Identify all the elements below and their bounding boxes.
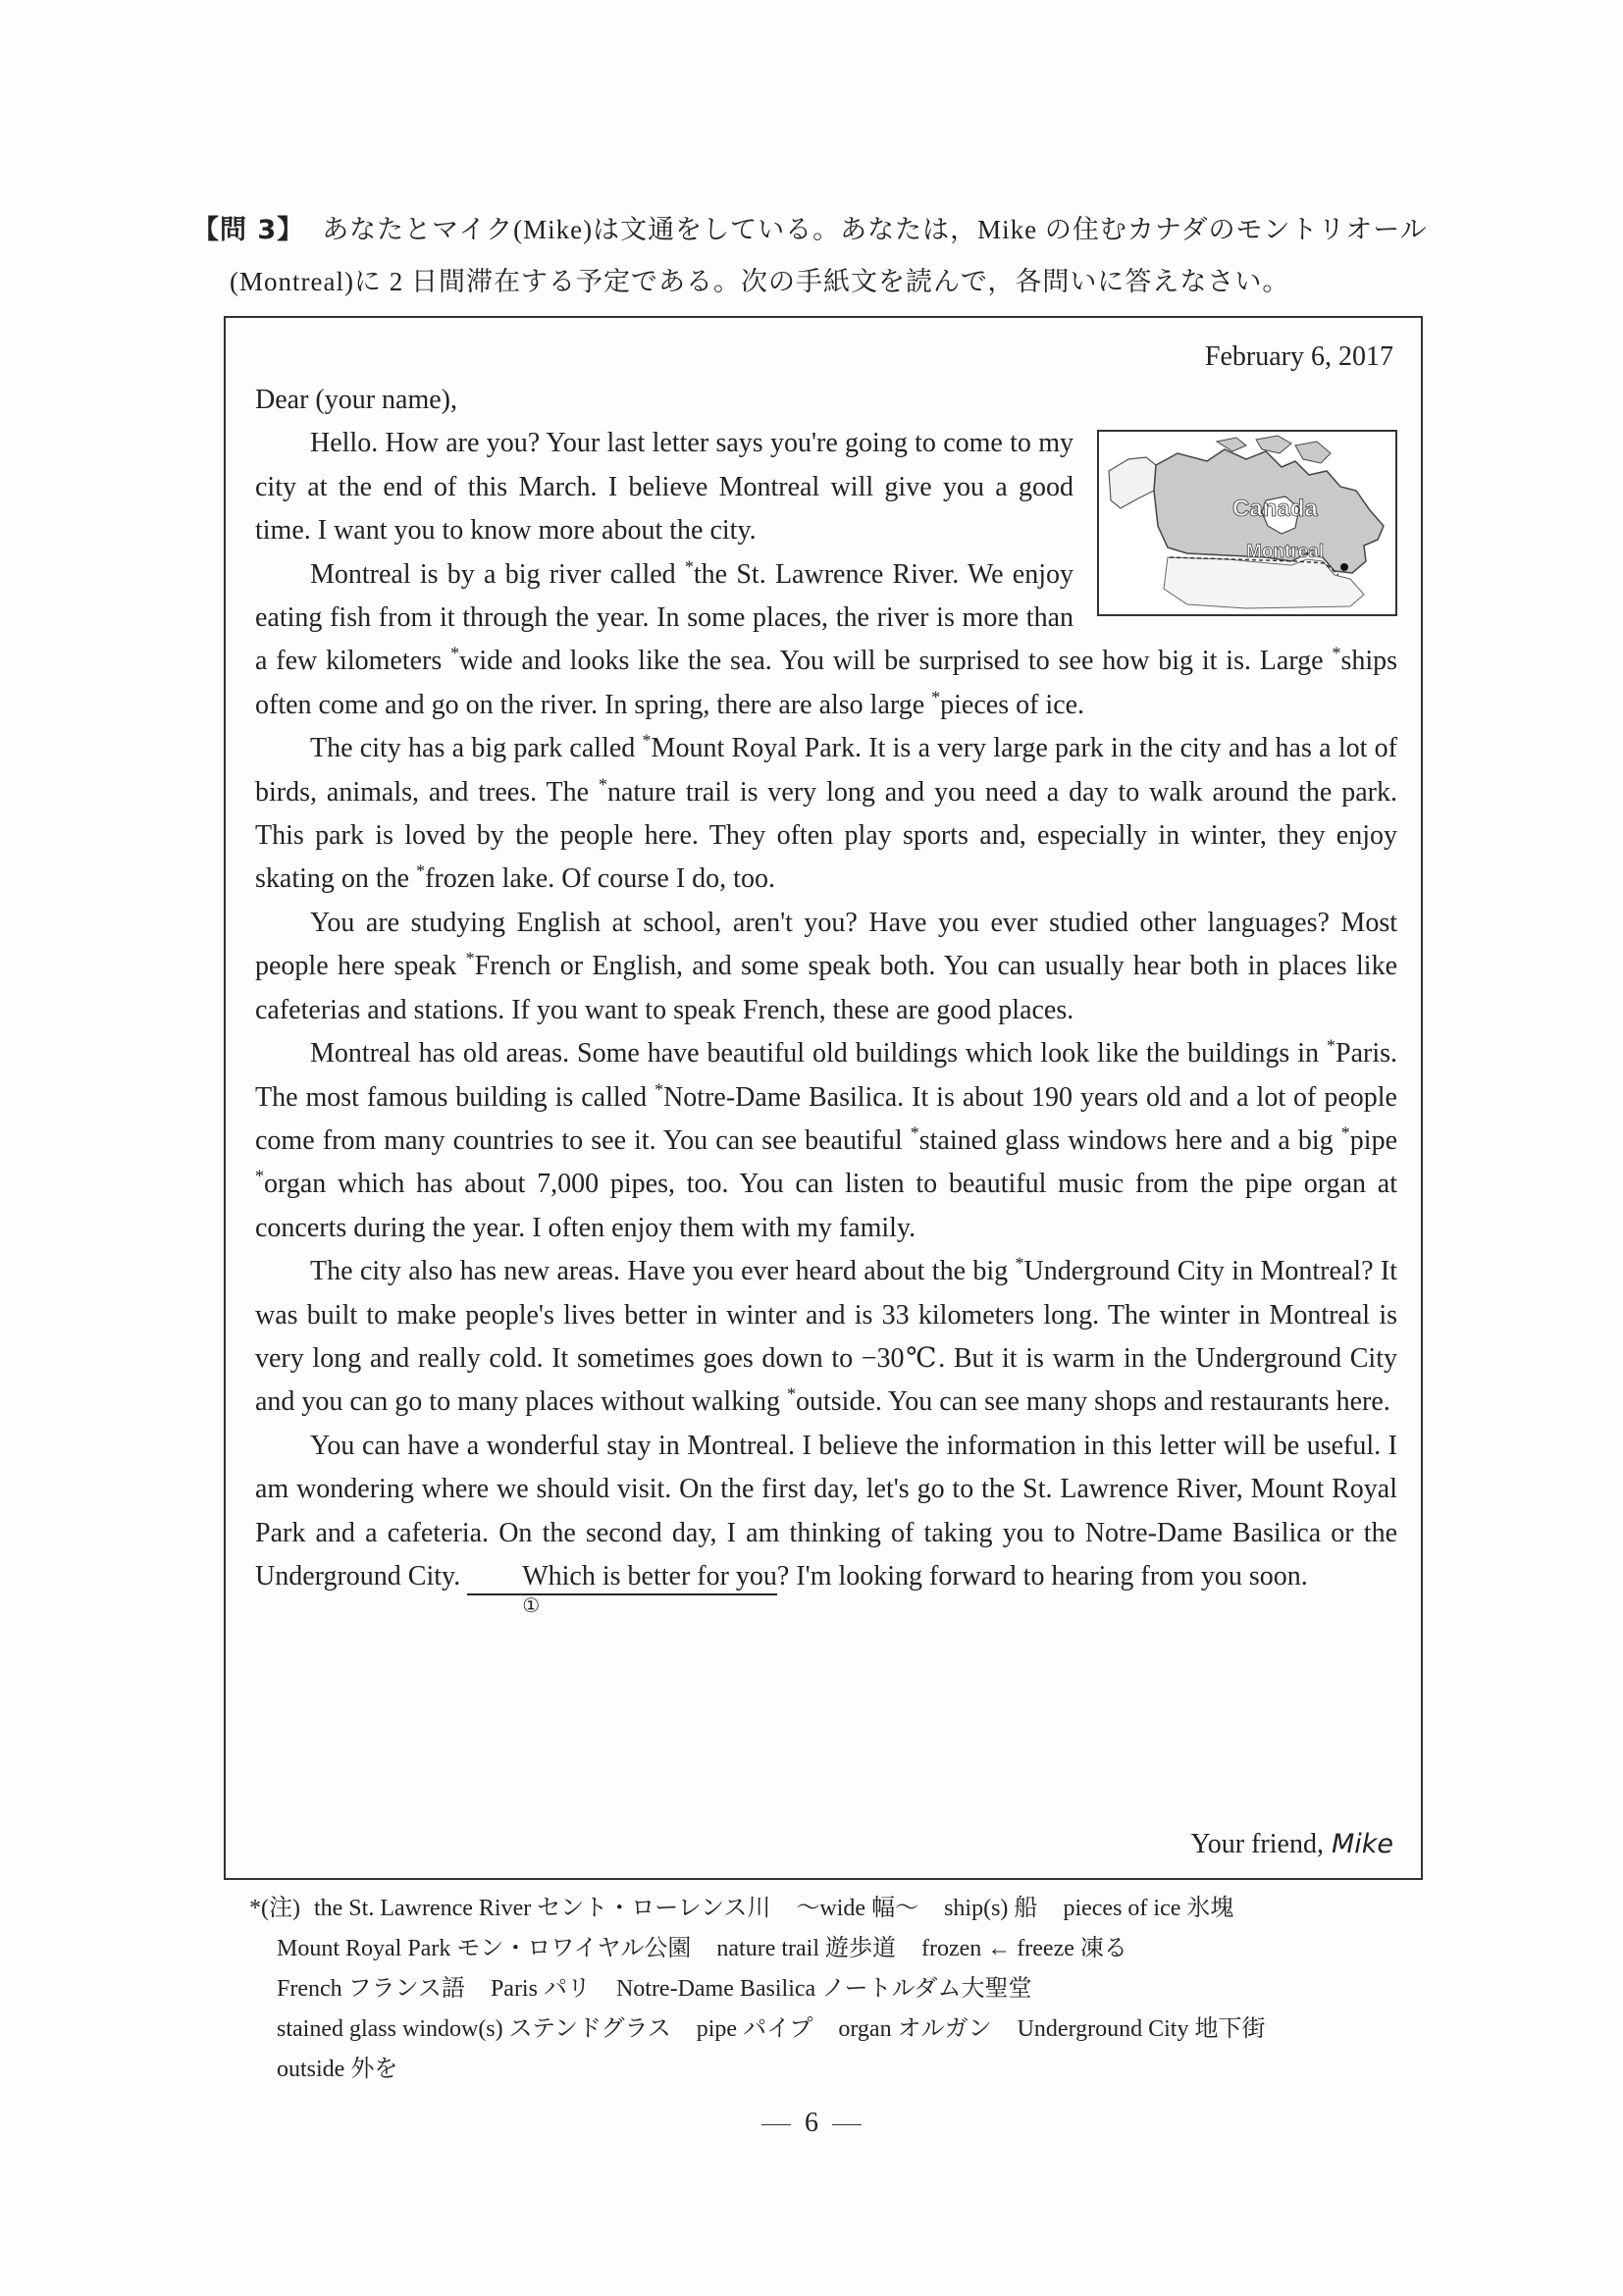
letter-date: February 6, 2017 — [1204, 341, 1393, 372]
note-item: organ オルガン — [838, 2016, 992, 2042]
question-number: 【問 3】 — [192, 215, 305, 245]
paragraph-7 — [255, 1425, 1397, 1617]
note-item: Notre-Dame Basilica ノートルダム大聖堂 — [615, 1976, 1032, 2002]
note-item: Underground City 地下街 — [1017, 2016, 1266, 2042]
notes-row-2 — [249, 1929, 1437, 1969]
p4-text-2: French or English, and some speak both. You can usually hear both in places like cafeterias and stations. If you want to speak French, these are good places. — [255, 951, 1397, 1025]
map-label-canada: Canada — [1232, 496, 1318, 523]
note-item: frozen ← freeze 凍る — [921, 1936, 1127, 1961]
question-header — [192, 204, 1431, 307]
note-item: Mount Royal Park モン・ロワイヤル公園 — [277, 1936, 692, 1961]
note-item: outside 外を — [277, 2057, 398, 2082]
p2-text-1: Montreal is by a big river called — [310, 558, 685, 590]
question-marker-1: ① — [522, 1592, 541, 1617]
notes-row-1 — [249, 1889, 1437, 1929]
paragraph-6 — [255, 1250, 1397, 1425]
paragraph-1-text: Hello. How are you? Your last letter says you're going to come to my city at the end of this March. I believe Montreal will give you a good time. I want you to know more about the city. — [255, 428, 1073, 547]
p7-text-1: You can have a wonderful stay in Montreal. I believe the information in this letter will be useful. I am wondering where we should visit. On the first day, let's go to the St. Lawrence River, Mount Royal Park and a cafeteria. On the second day, I am thinking of taking you to Notre-Dame Basilica or the Underground City. — [255, 1430, 1397, 1592]
underlined-question — [467, 1560, 777, 1617]
p5-text-2: Paris. The most famous building is called — [255, 1038, 1397, 1113]
note-item: the St. Lawrence River セント・ローレンス川 — [313, 1896, 771, 1921]
note-asterisk: * — [450, 644, 460, 664]
p5-text-1: Montreal has old areas. Some have beautiful old buildings which look like the buildings in — [310, 1038, 1327, 1070]
page-number-text: 6 — [805, 2108, 818, 2138]
note-item: stained glass window(s) ステンドグラス — [277, 2016, 671, 2042]
letter-body — [255, 379, 1398, 1617]
note-item: pipe パイプ — [696, 2016, 813, 2042]
p5-text-4: stained glass windows here and a big — [918, 1124, 1341, 1156]
note-asterisk: * — [465, 948, 475, 968]
question-line-2: (Montreal)に 2 日間滞在する予定である。次の手紙文を読んで，各問いに答えなさい。 — [230, 267, 1290, 296]
notes-row-5 — [249, 2050, 1437, 2090]
notes-row-3 — [249, 1969, 1437, 2009]
note-asterisk: * — [1327, 1035, 1335, 1056]
note-asterisk: * — [787, 1384, 796, 1405]
p2-text-2: the St. Lawrence River. We enjoy eating fish from it through the year. In some places, the river is more than a few kilometers — [255, 558, 1073, 677]
p4-text-1: You are studying English at school, aren't you? Have you ever studied other languages? Most people here speak — [255, 907, 1397, 982]
notes-row-4 — [249, 2009, 1437, 2050]
notes-prefix: *(注) — [249, 1896, 300, 1921]
note-asterisk: * — [910, 1122, 919, 1143]
vocabulary-notes — [249, 1889, 1437, 2090]
note-item: Paris パリ — [490, 1976, 591, 2002]
map-label-montreal: Montreal — [1246, 542, 1325, 563]
paragraph-5 — [255, 1032, 1397, 1250]
signoff-text: Your friend, — [1190, 1829, 1324, 1859]
page-dash-right — [832, 2124, 862, 2125]
note-item: French フランス語 — [277, 1976, 465, 2002]
p2-text-4: ships often come and go on the river. In spring, there are also large — [255, 646, 1398, 720]
p3-text-1: The city has a big park called — [310, 733, 643, 764]
p5-text-6: organ which has about 7,000 pipes, too. You can listen to beautiful music from the pipe organ at concerts during the year. I often enjoy them with my family. — [255, 1169, 1397, 1243]
note-asterisk: * — [642, 730, 652, 751]
note-asterisk: * — [931, 687, 941, 707]
p6-text-3: outside. You can see many shops and restaurants here. — [796, 1386, 1390, 1418]
p5-text-3: Notre-Dame Basilica. It is about 190 years old and a lot of people come from many countries to see it. You can see beautiful — [255, 1081, 1397, 1156]
note-asterisk: * — [1332, 644, 1341, 664]
p6-text-2: Underground City in Montreal? It was built to make people's lives better in winter and is 33 kilometers long. The winter in Montreal is very long and really cold. It sometimes goes down to −30℃. But it is warm in the Underground City and you can go to many places without walking — [255, 1256, 1397, 1418]
note-asterisk: * — [416, 861, 426, 882]
canada-map — [1097, 430, 1397, 616]
note-item: 〜wide 幅〜 — [796, 1896, 919, 1921]
paragraph-4 — [255, 902, 1397, 1032]
signature: Mike — [1331, 1829, 1393, 1859]
note-asterisk: * — [1340, 1122, 1350, 1143]
question-text-1: あなたとマイク(Mike)は文通をしている。あなたは，Mike の住むカナダのモントリオール — [322, 215, 1428, 244]
p6-text-1: The city also has new areas. Have you ever heard about the big — [310, 1256, 1016, 1287]
p5-text-5: pipe — [1349, 1124, 1398, 1156]
note-item: ship(s) 船 — [944, 1896, 1038, 1921]
underlined-question-text: Which is better for you — [522, 1560, 777, 1592]
note-asterisk: * — [684, 556, 694, 577]
note-item: pieces of ice 氷塊 — [1063, 1896, 1234, 1921]
p3-text-2: Mount Royal Park. It is a very large park in the city and has a lot of birds, animals, and trees. The — [255, 733, 1397, 808]
page-number — [0, 2108, 1623, 2139]
note-asterisk: * — [255, 1166, 264, 1186]
p3-text-4: frozen lake. Of course I do, too. — [425, 863, 775, 895]
paragraph-1 — [255, 422, 1397, 563]
p2-text-3: wide and looks like the sea. You will be surprised to see how big it is. Large — [459, 646, 1333, 677]
letter-greeting: Dear (your name), — [255, 385, 458, 415]
note-asterisk: * — [598, 774, 607, 795]
paragraph-3 — [255, 727, 1397, 902]
p7-text-2: ? I'm looking forward to hearing from you soon. — [776, 1560, 1308, 1592]
p2-text-5: pieces of ice. — [940, 689, 1085, 720]
note-asterisk: * — [1015, 1253, 1024, 1274]
letter-signoff — [1190, 1829, 1393, 1860]
page-dash-left — [761, 2124, 791, 2125]
p3-text-3: nature trail is very long and you need a day to walk around the park. This park is loved by the people here. They often play sports and, especially in winter, they enjoy skating on the — [255, 776, 1397, 895]
canada-map-icon — [1099, 432, 1395, 614]
note-item: nature trail 遊歩道 — [716, 1936, 896, 1961]
note-asterisk: * — [654, 1079, 664, 1100]
letter-box — [224, 316, 1423, 1880]
question-line-1 — [192, 204, 1431, 256]
